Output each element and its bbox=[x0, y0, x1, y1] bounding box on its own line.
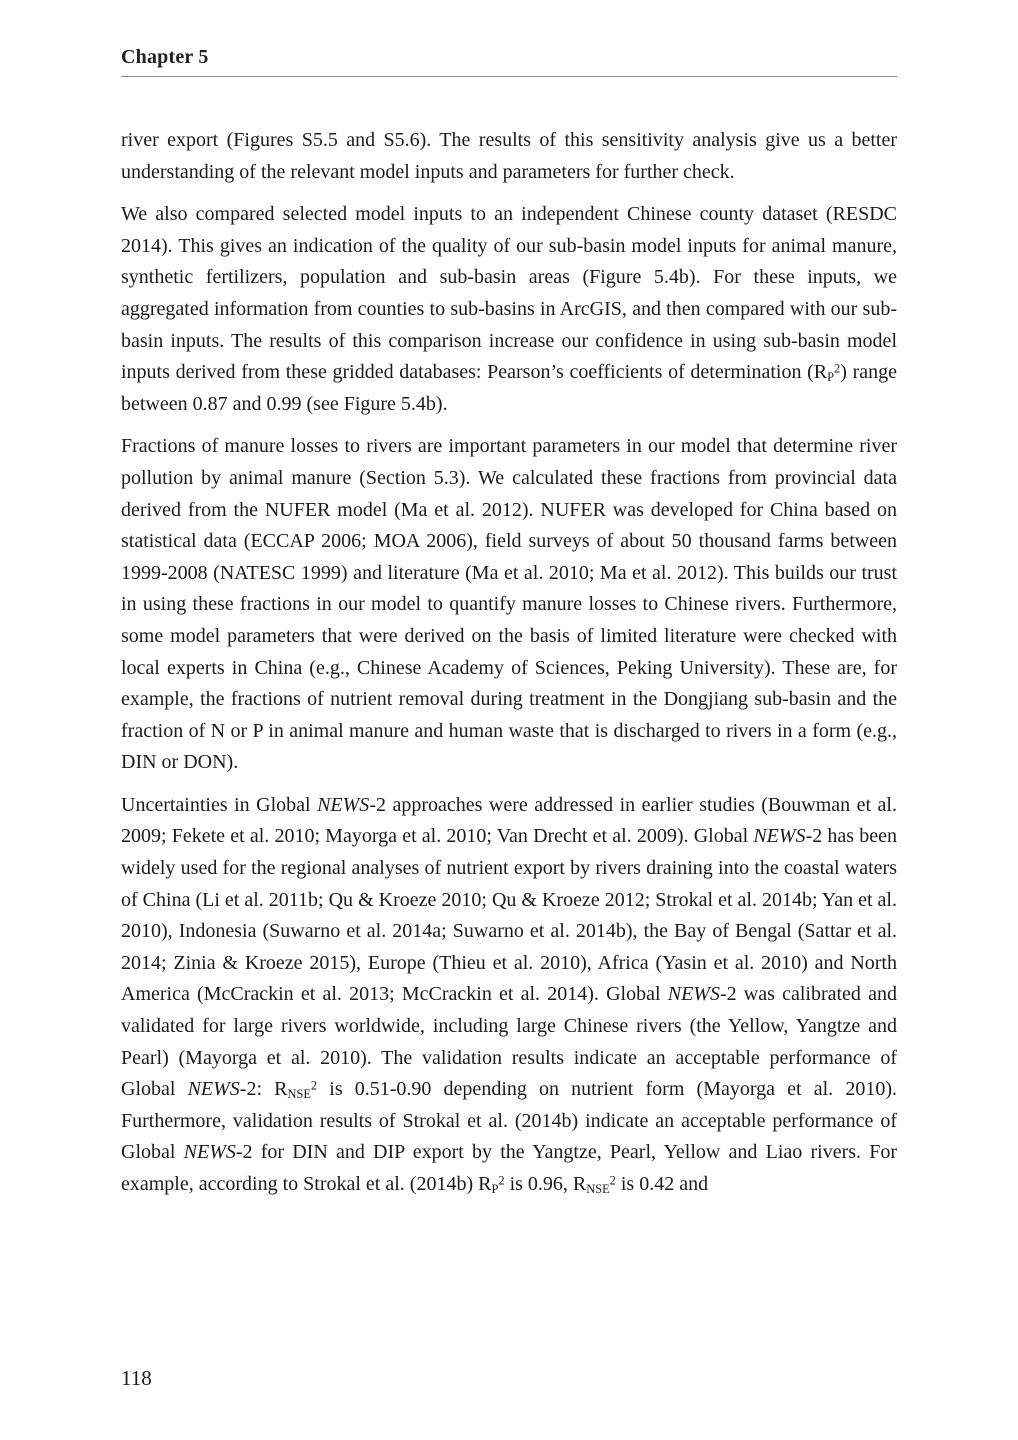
model-name-italic: NEWS bbox=[317, 793, 370, 816]
text-run: NSE bbox=[287, 1087, 311, 1102]
text-run: -2: R bbox=[239, 1078, 288, 1101]
body-text bbox=[121, 125, 897, 1201]
model-name-italic: NEWS bbox=[753, 825, 806, 848]
text-run: Uncertainties in Global bbox=[121, 793, 318, 816]
text-run: 2 bbox=[609, 1173, 616, 1188]
text-run: is 0.96, R bbox=[504, 1173, 587, 1195]
text-run: is 0.51-0.90 depending on nutrient form (Mayorga et al. 2010). Furthermore, validation results of Strokal et al. (2014b) indicate an acceptable performance of Global bbox=[121, 1078, 897, 1164]
text-run: is 0.42 and bbox=[615, 1173, 709, 1195]
text-run: -2 approaches were addressed in earlier studies (Bouwman et al. 2009; Fekete et al. 2010; Mayorga et al. 2010; Van Drecht et al. 2009). Global bbox=[121, 793, 897, 848]
model-name-italic: NEWS bbox=[183, 1141, 236, 1164]
text-run: We also compared selected model inputs to an independent Chinese county dataset (RESDC 2014). This gives an indication of the quality of our sub-basin model inputs for animal manure, synthetic fertilizers, population and sub-basin areas (Figure 5.4b). For these inputs, we aggregated information from counties to sub-basins in ArcGIS, and then compared with our sub-basin inputs. The results of this comparison increase our confidence in using sub-basin model inputs derived from these gridded databases: Pearson’s coefficients of determination (R bbox=[121, 203, 897, 384]
text-run: -2 for DIN and DIP export by the Yangtze, Pearl, Yellow and Liao rivers. For example, according to Strokal et al. (2014b) R bbox=[121, 1141, 897, 1195]
paragraph bbox=[121, 431, 897, 779]
header-rule bbox=[121, 76, 897, 77]
page-content bbox=[121, 46, 897, 1201]
paragraph bbox=[121, 199, 897, 420]
model-name-italic: NEWS bbox=[667, 983, 720, 1006]
paragraph bbox=[121, 125, 897, 188]
text-run: 2 bbox=[498, 1173, 505, 1188]
text-run: -2 has been widely used for the regional analyses of nutrient export by rivers draining into the coastal waters of China (Li et al. 2011b; Qu & Kroeze 2010; Qu & Kroeze 2012; Strokal et al. 2014b; Yan et al. 2010), Indonesia (Suwarno et al. 2014a; Suwarno et al. 2014b), the Bay of Bengal (Sattar et al. 2014; Zinia & Kroeze 2015), Europe (Thieu et al. 2010), Africa (Yasin et al. 2010) and North America (McCrackin et al. 2013; McCrackin et al. 2014). Global bbox=[121, 825, 897, 1006]
page-number: 118 bbox=[121, 1366, 152, 1390]
paragraph bbox=[121, 790, 897, 1201]
text-run: 2 bbox=[310, 1078, 318, 1093]
text-run: P bbox=[491, 1182, 499, 1197]
text-run: NSE bbox=[586, 1182, 610, 1197]
text-run: -2 was calibrated and validated for large rivers worldwide, including large Chinese rivers (the Yellow, Yangtze and Pearl) (Mayorga et al. 2010). The validation results indicate an acceptable performance of Global bbox=[121, 983, 897, 1101]
text-run: Fractions of manure losses to rivers are important parameters in our model that determine river pollution by animal manure (Section 5.3). We calculated these fractions from provincial data derived from the NUFER model (Ma et al. 2012). NUFER was developed for China based on statistical data (ECCAP 2006; MOA 2006), field surveys of about 50 thousand farms between 1999-2008 (NATESC 1999) and literature (Ma et al. 2010; Ma et al. 2012). This builds our trust in using these fractions in our model to quantify manure losses to Chinese rivers. Furthermore, some model parameters that were derived on the basis of limited literature were checked with local experts in China (e.g., Chinese Academy of Sciences, Peking University). These are, for example, the fractions of nutrient removal during treatment in the Dongjiang sub-basin and the fraction of N or P in animal manure and human waste that is discharged to rivers in a form (e.g., DIN or DON). bbox=[121, 435, 897, 774]
text-run: ) range between 0.87 and 0.99 (see Figure 5.4b). bbox=[121, 361, 897, 415]
chapter-header: Chapter 5 bbox=[121, 46, 209, 68]
text-run: river export (Figures S5.5 and S5.6). The results of this sensitivity analysis give us a better understanding of the relevant model inputs and parameters for further check. bbox=[121, 129, 897, 183]
text-run: P bbox=[827, 370, 835, 385]
text-run: 2 bbox=[834, 361, 841, 376]
model-name-italic: NEWS bbox=[187, 1078, 240, 1101]
